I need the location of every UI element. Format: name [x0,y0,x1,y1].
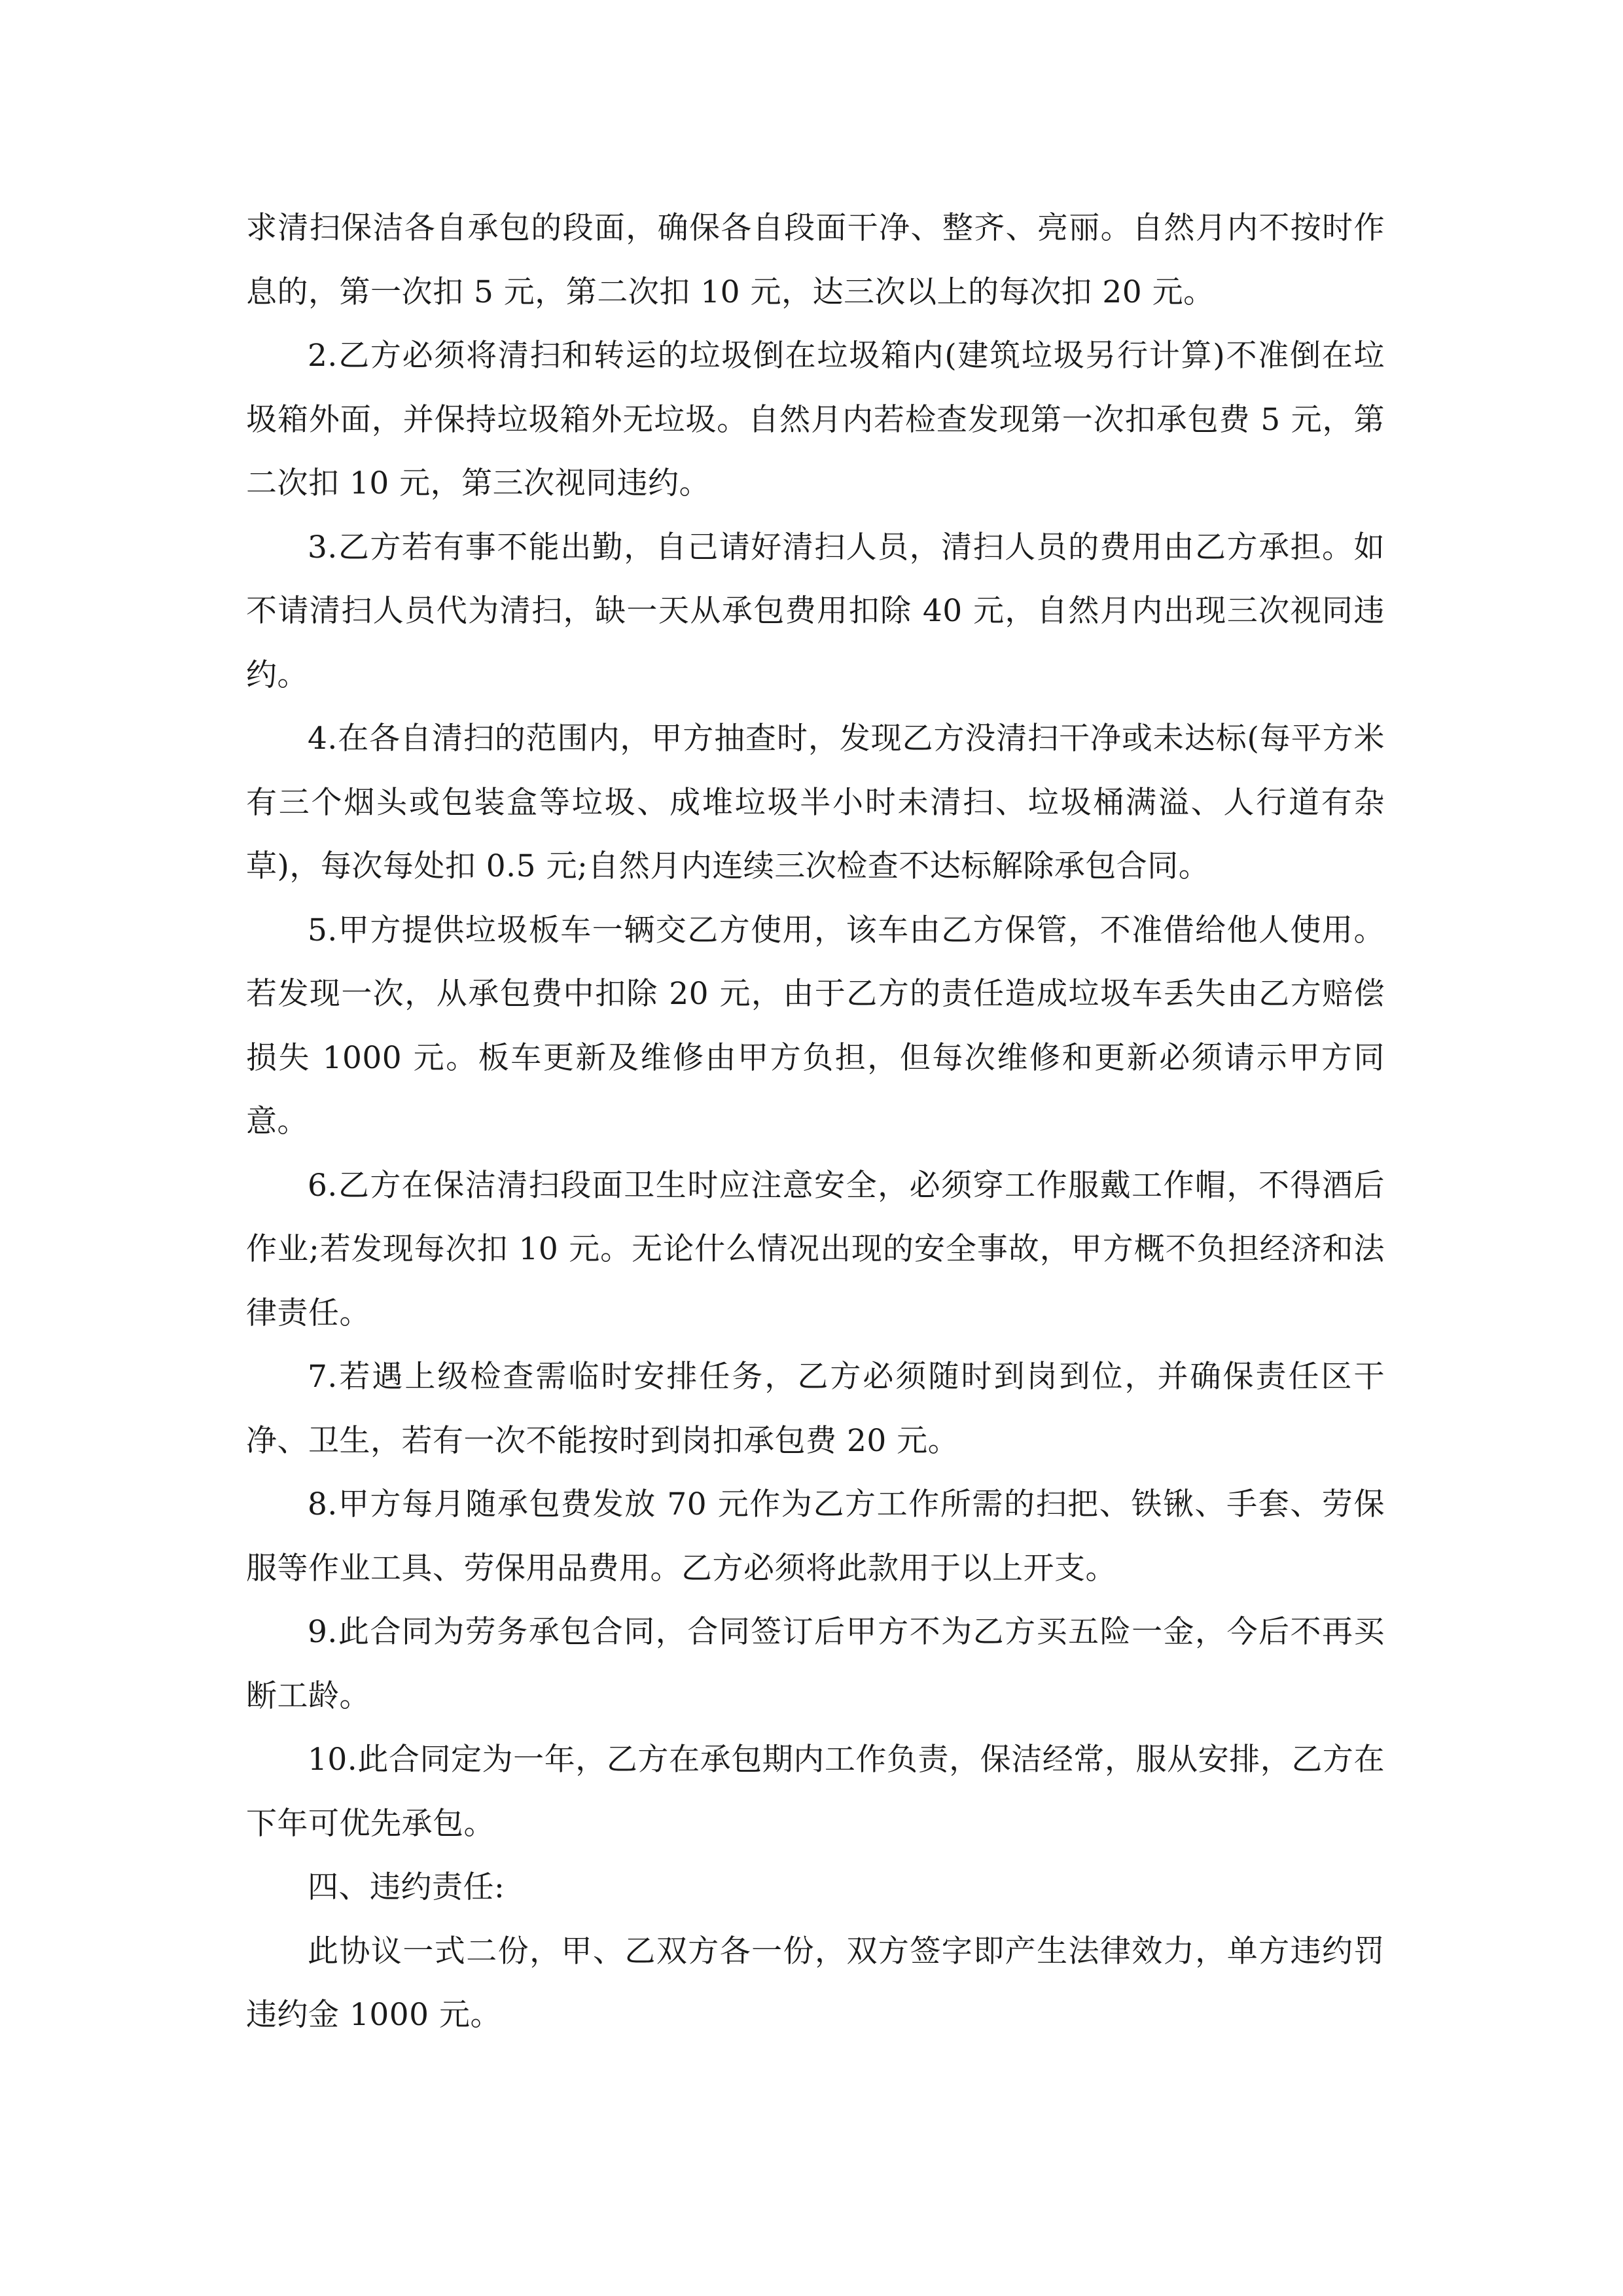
clause-8: 8.甲方每月随承包费发放 70 元作为乙方工作所需的扫把、铁锹、手套、劳保服等作业工具、劳保用品费用。乙方必须将此款用于以上开支。 [246,1486,1385,1587]
section-heading-breach-liability: 四、违约责任: [308,1869,505,1905]
clause-5: 5.甲方提供垃圾板车一辆交乙方使用，该车由乙方保管，不准借给他人使用。若发现一次，从承包费中扣除 20 元，由于乙方的责任造成垃圾车丢失由乙方赔偿损失 1000 元。板车更新及维修由甲方负担，但每次维修和更新必须请示甲方同意。 [246,912,1385,1139]
clause-4: 4.在各自清扫的范围内，甲方抽查时，发现乙方没清扫干净或未达标(每平方米有三个烟头或包装盒等垃圾、成堆垃圾半小时未清扫、垃圾桶满溢、人行道有杂草)，每次每处扣 0.5 元;自然月内连续三次检查不达标解除承包合同。 [246,721,1385,884]
closing-paragraph: 此协议一式二份，甲、乙双方各一份，双方签字即产生法律效力，单方违约罚违约金 1000 元。 [246,1933,1385,2033]
clause-7: 7.若遇上级检查需临时安排任务，乙方必须随时到岗到位，并确保责任区干净、卫生，若有一次不能按时到岗扣承包费 20 元。 [246,1359,1385,1459]
clause-10: 10.此合同定为一年，乙方在承包期内工作负责，保洁经常，服从安排，乙方在下年可优先承包。 [246,1742,1385,1842]
clause-6: 6.乙方在保洁清扫段面卫生时应注意安全，必须穿工作服戴工作帽，不得酒后作业;若发现每次扣 10 元。无论什么情况出现的安全事故，甲方概不负担经济和法律责任。 [246,1167,1385,1331]
clause-9: 9.此合同为劳务承包合同，合同签订后甲方不为乙方买五险一金，今后不再买断工龄。 [246,1614,1385,1714]
clause-3: 3.乙方若有事不能出勤，自己请好清扫人员，清扫人员的费用由乙方承担。如不请清扫人员代为清扫，缺一天从承包费用扣除 40 元，自然月内出现三次视同违约。 [246,529,1385,693]
paragraph-continued: 求清扫保洁各自承包的段面，确保各自段面干净、整齐、亮丽。自然月内不按时作息的，第一次扣 5 元，第二次扣 10 元，达三次以上的每次扣 20 元。 [246,210,1385,310]
document-body [246,196,1385,2047]
clause-2: 2.乙方必须将清扫和转运的垃圾倒在垃圾箱内(建筑垃圾另行计算)不准倒在垃圾箱外面，并保持垃圾箱外无垃圾。自然月内若检查发现第一次扣承包费 5 元，第二次扣 10 元，第三次视同违约。 [246,338,1385,501]
